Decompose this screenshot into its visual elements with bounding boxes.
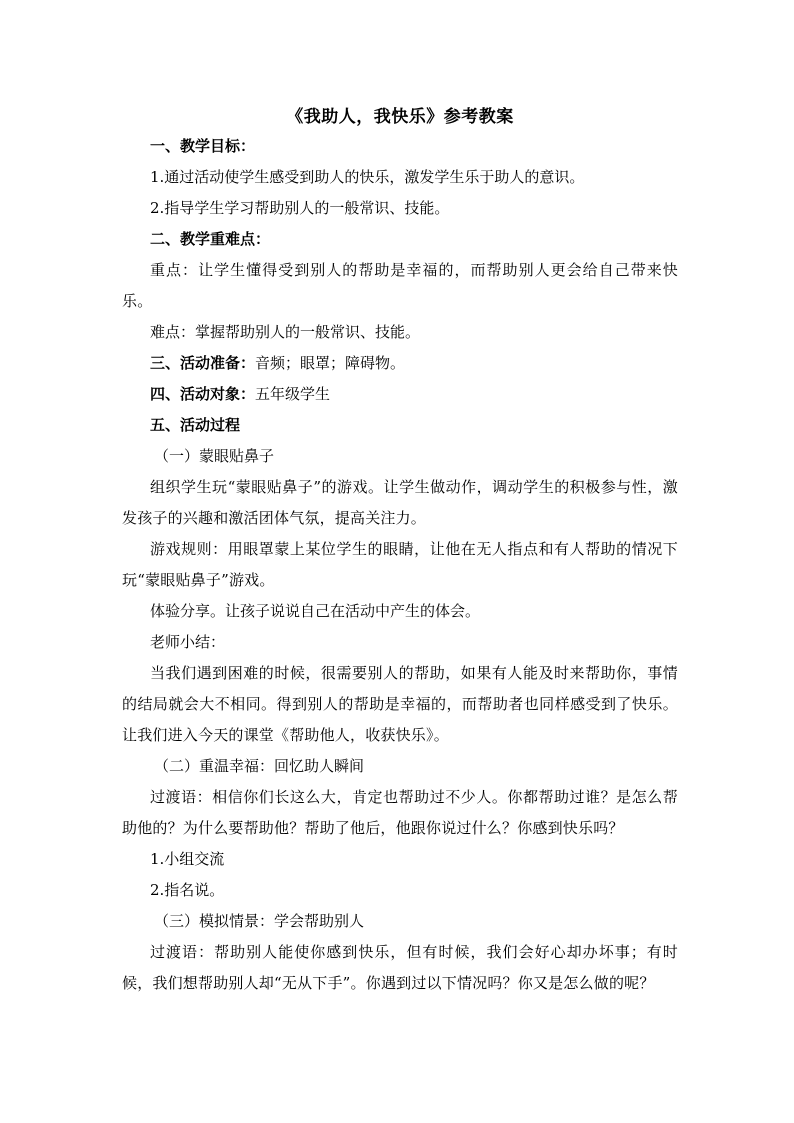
difficulty-text: 难点：掌握帮助别人的一般常识、技能。 <box>150 323 421 341</box>
part1-paragraph-5: 当我们遇到困难的时候，很需要别人的帮助，如果有人能及时来帮助你，事情的结局就会大不相同。得到别人的帮助是幸福的，而帮助者也同样感受到了快乐。让我们进入今天的课堂《帮助他人，收获快乐》。 <box>122 664 678 744</box>
preparation-label: 三、活动准备： <box>150 354 256 372</box>
part2-item-2: 2.指名说。 <box>150 881 225 899</box>
part2-paragraph-1: 过渡语：相信你们长这么大，肯定也帮助过不少人。你都帮助过谁？是怎么帮助他的？为什么要帮助他？帮助了他后，他跟你说过什么？你感到快乐吗？ <box>122 788 678 837</box>
part3-heading: （三）模拟情景：学会帮助别人 <box>154 912 365 930</box>
part1-paragraph-1: 组织学生玩“蒙眼贴鼻子”的游戏。让学生做动作，调动学生的积极参与性，激发孩子的兴趣和激活团体气氛，提高关注力。 <box>122 478 678 527</box>
section-heading-process: 五、活动过程 <box>150 416 241 434</box>
goal-item-2: 2.指导学生学习帮助别人的一般常识、技能。 <box>150 199 450 217</box>
part2-item-1: 1.小组交流 <box>150 850 225 868</box>
goal-item-1: 1.通过活动使学生感受到助人的快乐，激发学生乐于助人的意识。 <box>150 168 585 186</box>
preparation-text: 音频；眼罩；障碍物。 <box>255 354 406 372</box>
part3-paragraph-1: 过渡语：帮助别人能使你感到快乐，但有时候，我们会好心却办坏事；有时候，我们想帮助别人却“无从下手”。你遇到过以下情况吗？你又是怎么做的呢？ <box>122 943 678 992</box>
section-heading-key-points: 二、教学重难点： <box>150 230 271 248</box>
part2-heading: （二）重温幸福：回忆助人瞬间 <box>154 757 365 775</box>
part1-paragraph-2: 游戏规则：用眼罩蒙上某位学生的眼睛，让他在无人指点和有人帮助的情况下玩“蒙眼贴鼻子”游戏。 <box>122 540 678 589</box>
section-audience <box>122 379 678 410</box>
document-page <box>122 103 678 999</box>
part1-heading: （一）蒙眼贴鼻子 <box>154 447 275 465</box>
section-heading-goals: 一、教学目标： <box>150 137 256 155</box>
part1-paragraph-4: 老师小结： <box>150 633 226 651</box>
key-point-text: 重点：让学生懂得受到别人的帮助是幸福的，而帮助别人更会给自己带来快乐。 <box>122 261 678 310</box>
section-preparation <box>122 348 678 379</box>
part1-paragraph-3: 体验分享。让孩子说说自己在活动中产生的体会。 <box>150 602 481 620</box>
document-title: 《我助人，我快乐》参考教案 <box>286 107 514 127</box>
audience-text: 五年级学生 <box>255 385 331 403</box>
audience-label: 四、活动对象： <box>150 385 256 403</box>
